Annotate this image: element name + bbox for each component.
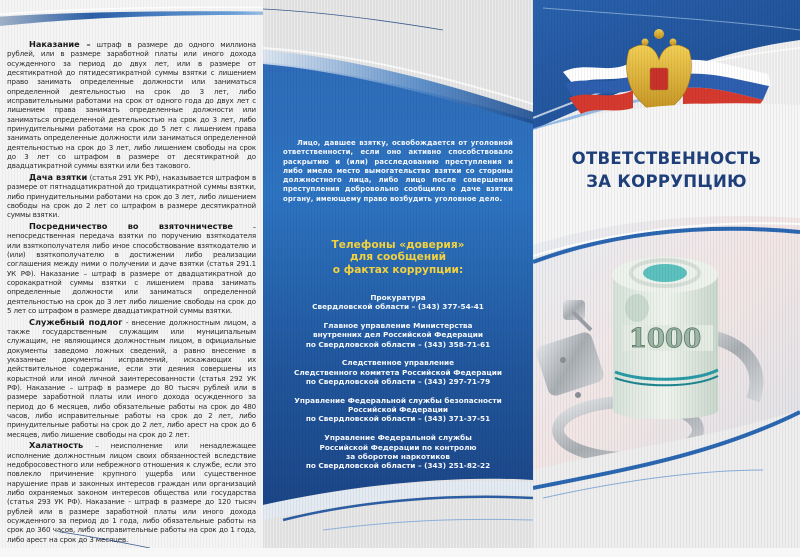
exemption-note: Лицо, давшее взятку, освобождается от уголовной ответственности, если оно активно способствовало раскрытию и (или) расследованию преступления и либо имело место вымогательство взятки со стороны должностного лица, либо лицо после совершения преступления добровольно сообщило о даче взятки органу, имеющему право возбудить уголовное дело. [283, 139, 513, 203]
left-panel-penalties [0, 0, 263, 548]
hotline-heading: Телефоны «доверия» для сообщений о фактах коррупции: [331, 239, 465, 276]
contact-prosecutor: Прокуратура Свердловской области – (343) 377-54-41 [312, 293, 484, 312]
scan-margin [0, 548, 800, 557]
thin-line-decoration [60, 530, 150, 548]
middle-panel-hotlines [263, 0, 533, 548]
contacts-list [269, 293, 527, 480]
paragraph-negligence: Халатность – неисполнение или ненадлежащее исполнение должностным лицом своих обязанностей вследствие недобросовестного или небрежного отношения к службе, если это повлекло причинение крупного ущерба или существенное нарушение прав и законных интересов граждан или организаций либо охраняемых законом интересов общества или государства (статья 293 УК РФ). Наказание - штраф в размере до 120 тысяч рублей или в размере заработной платы или иного дохода осужденного за период до 1 года, либо обязательные работы на срок до 360 часов, либо исправительные работы на срок до 1 года, либо арест на срок до 3 месяцев. [7, 440, 256, 544]
penalties-text [7, 40, 256, 546]
right-panel-cover [533, 0, 800, 548]
contact-investigative-committee: Следственное управление Следственного комитета Российской Федерации по Свердловской области – (343) 297-71-79 [293, 358, 503, 387]
contact-interior-ministry: Главное управление Министерства внутренних дел Российской Федерации по Свердловской области – (343) 358-71-61 [305, 321, 491, 349]
hotline-content [263, 0, 533, 548]
paragraph-mediation: Посредничество во взяточничестве – непосредственная передача взятки по поручению взяткодателя или взяткополучателя либо иное способствование взяткодателю и (или) взяткополучателю в достижении либо реализации соглашения между ними о получении и даче взятки (статья 291.1 УК РФ). Наказание – штраф в размере от двадцатикратной до сорокакратной суммы взятки с лишением права занимать определенные должности или заниматься определенной деятельностью на срок до 3 лет либо лишение свободы на срок до 5 лет со штрафом в размере двадцатикратной суммы взятки. [7, 220, 256, 315]
contact-fsb: Управление Федеральной службы безопасности Российской Федерации по Свердловской области – (343) 371-37-51 [294, 395, 502, 424]
blue-swoosh-decoration [0, 4, 263, 34]
cover-artwork [533, 0, 800, 548]
contact-drug-control: Управление Федеральной службы Российской Федерации по контролю за оборотом наркотиков по Свердловской области – (343) 251-82-22 [305, 433, 491, 471]
paragraph-punishment: Наказание – штраф в размере до одного миллиона рублей, или в размере заработной платы или иного дохода осужденного за период до двух лет, или в размере от десятикратной до пятидесятикратной суммы взятки с лишением право занимать определенные должности или заниматься определенной деятельностью на срок до 3 лет, либо исправительными работами на срок от одного года до двух лет с лишением права занимать определенные должности или заниматься определенной деятельностью на срок до 3 лет, либо принудительными работами на срок до 5 лет с лишением права занимать определенные должности или заниматься определенной деятельностью на срок до 3 лет, либо лишением свободы на срок до 3 лет со штрафом в размере от десятикратной до двадцатикратной суммы взятки или без такового. [7, 39, 257, 171]
paragraph-forgery: Служебный подлог - внесение должностным лицом, а также государственным служащим или муниципальным служащим, не являющимся должностным лицом, в официальные документы заведомо ложных сведений, а равно внесение в указанные документы исправлений, искажающих их действительное содержание, если эти деяния совершены из корыстной или иной личной заинтересованности (статья 292 УК РФ). Наказание – штраф в размере до 80 тысяч рублей или в размере заработной платы или иного дохода осужденного за период до 6 месяцев, либо обязательные работы на срок до 480 часов, либо исправительные работы на срок до 2 лет, либо принудительные работы на срок до 2 лет, либо арест на срок до 6 месяцев, либо лишение свободы на срок до 2 лет. [7, 316, 256, 439]
cover-title: ОТВЕТСТВЕННОСТЬ ЗА КОРРУПЦИЮ [571, 149, 762, 191]
paragraph-giving-bribe: Дача взятки (статья 291 УК РФ), наказывается штрафом в размере от пятнадцатикратной до тридцатикратной суммы взятки, либо принудительными работами на срок до 3 лет, либо лишением свободы на срок до 2 лет со штрафом в размере десятикратной суммы взятки. [7, 172, 256, 220]
